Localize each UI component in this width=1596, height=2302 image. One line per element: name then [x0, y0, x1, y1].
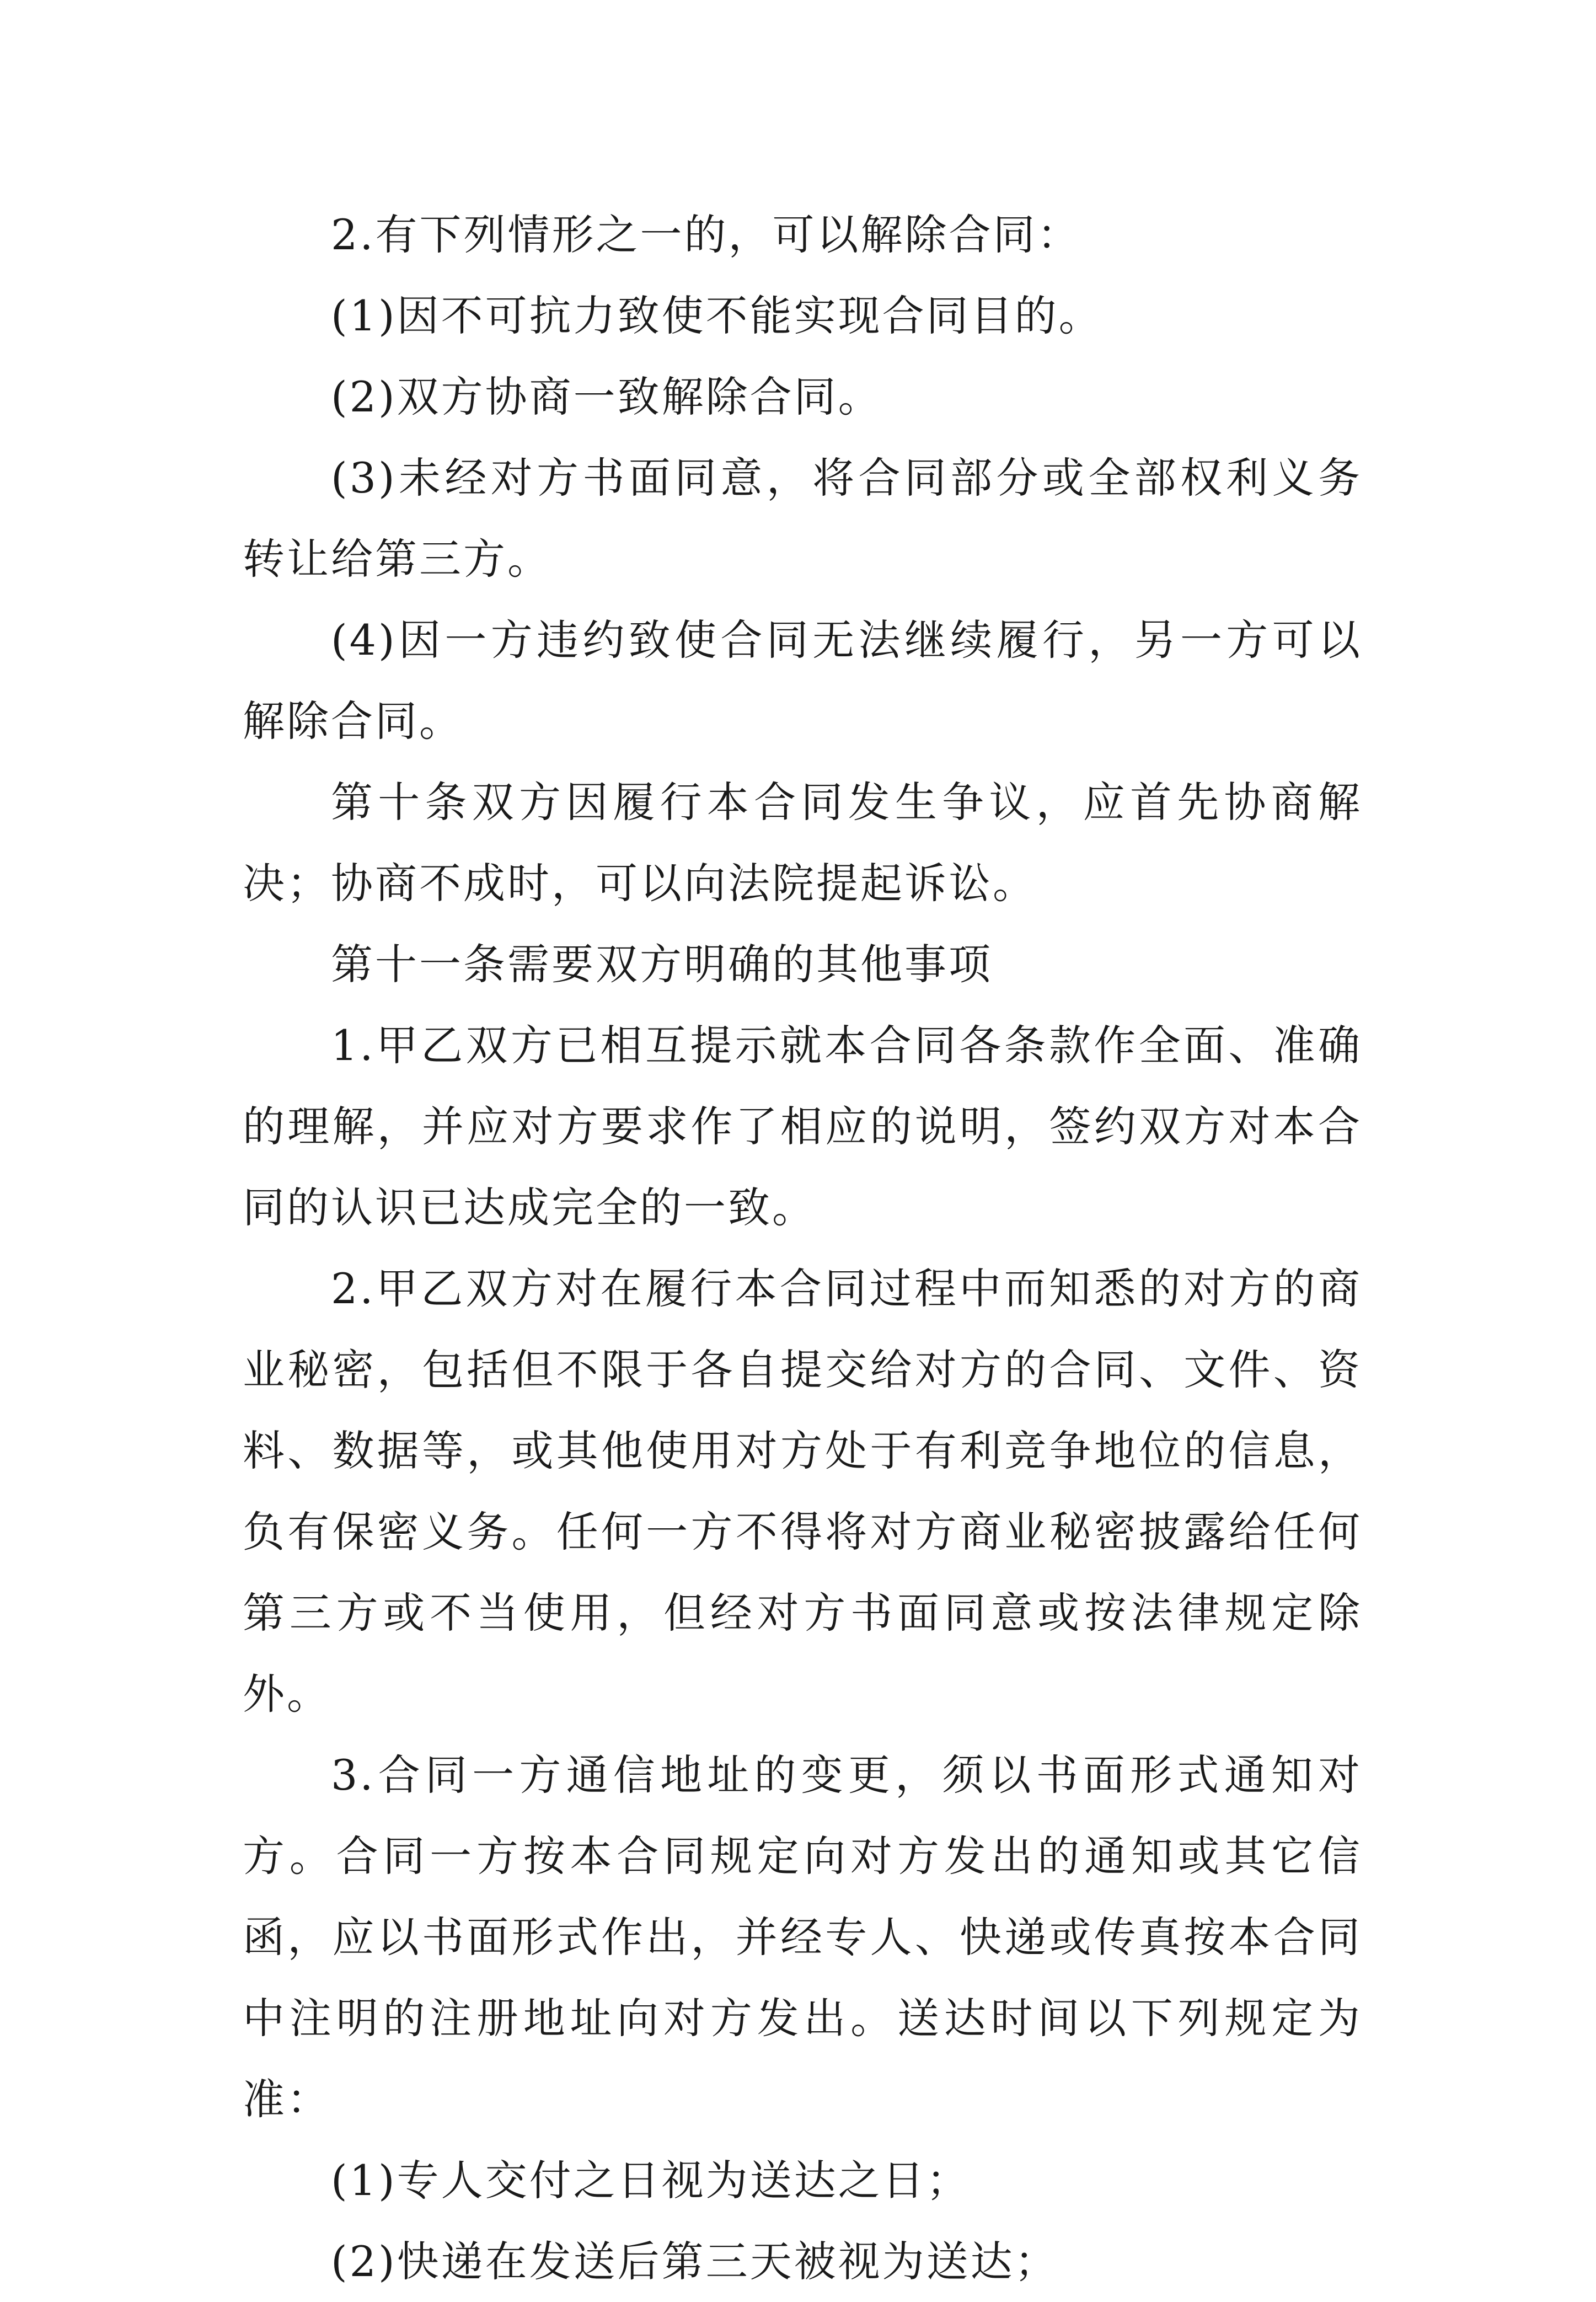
paragraph-article-10-disputes: 第十条双方因履行本合同发生争议，应首先协商解决；协商不成时，可以向法院提起诉讼。: [243, 778, 1362, 908]
paragraph-courier-delivery: (2)快递在发送后第三天被视为送达；: [331, 2237, 1059, 2286]
paragraph-termination-conditions: 2.有下列情形之一的，可以解除合同：: [331, 210, 1081, 259]
paragraph-confidentiality: 2.甲乙双方对在履行本合同过程中而知悉的对方的商业秘密，包括但不限于各自提交给对方的合同、文件、资料、数据等，或其他使用对方处于有利竞争地位的信息，负有保密义务。任何一方不得将对方商业秘密披露给任何第三方或不当使用，但经对方书面同意或按法律规定除外。: [243, 1264, 1362, 1719]
paragraph-mutual-agreement: (2)双方协商一致解除合同。: [331, 372, 882, 421]
paragraph-personal-delivery: (1)专人交付之日视为送达之日；: [331, 2156, 971, 2205]
paragraph-unauthorized-transfer: (3)未经对方书面同意，将合同部分或全部权利义务转让给第三方。: [243, 453, 1362, 583]
paragraph-breach-termination: (4)因一方违约致使合同无法继续履行，另一方可以解除合同。: [243, 615, 1362, 746]
paragraph-article-11-heading: 第十一条需要双方明确的其他事项: [331, 940, 993, 989]
paragraph-address-change-notice: 3.合同一方通信地址的变更，须以书面形式通知对方。合同一方按本合同规定向对方发出的通知或其它信函，应以书面形式作出，并经专人、快递或传真按本合同中注明的注册地址向对方发出。送达时间以下列规定为准：: [243, 1750, 1362, 2124]
document-body: [243, 194, 1362, 2302]
paragraph-force-majeure: (1)因不可抗力致使不能实现合同目的。: [331, 291, 1103, 340]
paragraph-mutual-understanding: 1.甲乙双方已相互提示就本合同各条款作全面、准确的理解，并应对方要求作了相应的说明，签约双方对本合同的认识已达成完全的一致。: [243, 1021, 1362, 1232]
